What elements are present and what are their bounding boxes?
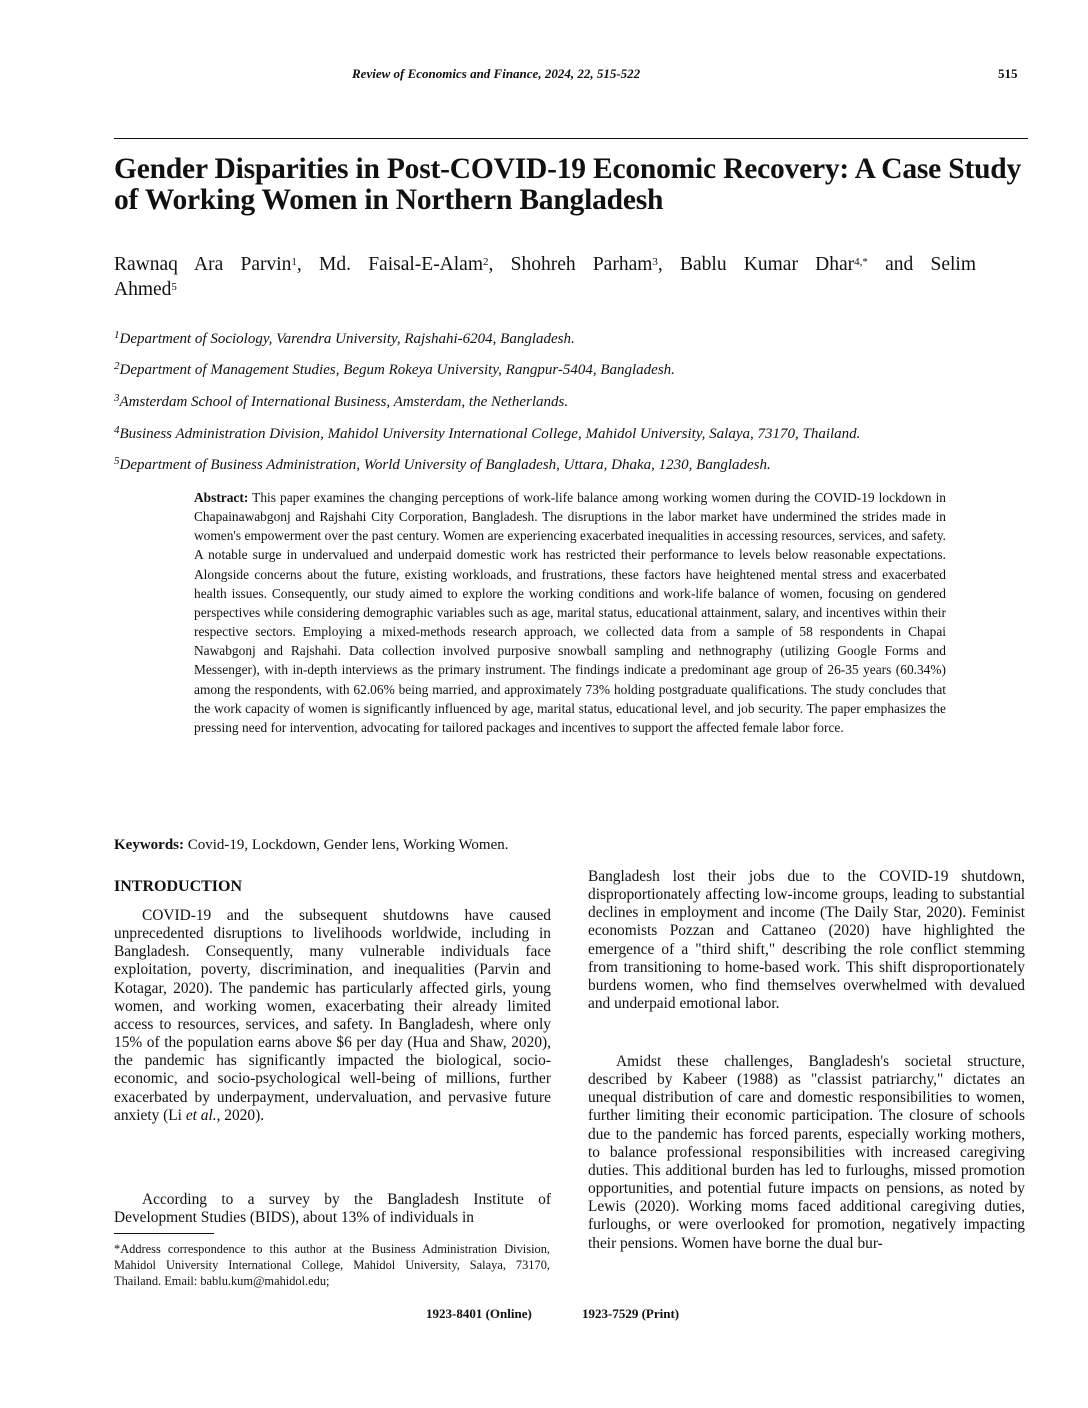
affiliation-1: $^1$Department of Sociology, Varendra University, Rajshahi-6204, Bangladesh.: [114, 329, 575, 347]
paper-title: Gender Disparities in Post-COVID-19 Economic Recovery: A Case Study of Working Women in Northern Bangladesh: [114, 153, 1022, 216]
affiliation-5: $^5$Department of Business Administration, World University of Bangladesh, Uttara, Dhaka, 1230, Bangladesh.: [114, 455, 771, 473]
intro-paragraph-right-1: Bangladesh lost their jobs due to the COVID-19 shutdown, disproportionately affecting low-income groups, leading to substantial declines in employment and income (The Daily Star, 2020). Feminist economists Pozzan and Cattaneo (2020) have highlighted the emergence of a "third shift," describing the role conflict stemming from transitioning to home-based work. This shift disproportionately burdens women, who find themselves overwhelmed with devalued and underpaid emotional labor.: [588, 868, 1025, 1013]
page-number: 515: [998, 66, 1018, 81]
keywords: [114, 837, 509, 854]
intro-paragraph-right-2: Amidst these challenges, Bangladesh's societal structure, described by Kabeer (1988) as "classist patriarchy," dictates an unequal distribution of care and domestic responsibilities to women, further limiting their economic participation. The closure of schools due to the pandemic has forced parents, especially working mothers, to balance professional responsibilities with increased caregiving duties. This additional burden has led to furloughs, missed promotion opportunities, and potential future impacts on pensions, as noted by Lewis (2020). Working moms faced additional caregiving duties, furloughs, or were overlooked for promotion, negatively impacting their pensions. Women have borne the dual bur-: [588, 1053, 1025, 1252]
intro-paragraph-1: COVID-19 and the subsequent shutdowns have caused unprecedented disruptions to livelihoods worldwide, including in Bangladesh. Consequently, many vulnerable individuals face exploitation, poverty, discrimination, and inequalities (Parvin and Kotagar, 2020). The pandemic has particularly affected girls, young women, and working women, exacerbating their already limited access to resources, services, and safety. In Bangladesh, where only 15% of the population earns above $6 per day (Hua and Shaw, 2020), the pandemic has significantly impacted the biological, socio-economic, and socio-psychological well-being of millions, further exacerbated by underpayment, undervaluation, and pervasive future anxiety (Li et al., 2020).: [114, 907, 551, 1124]
correspondence-footnote: *Address correspondence to this author at the Business Administration Division, Mahidol University International College, Mahidol University, Salaya, 73170, Thailand. Email: bablu.kum@mahidol.edu;: [114, 1242, 550, 1288]
affiliation-3: $^3$Amsterdam School of International Business, Amsterdam, the Netherlands.: [114, 392, 569, 410]
intro-paragraph-2: According to a survey by the Bangladesh Institute of Development Studies (BIDS), about 13% of individuals in: [114, 1191, 551, 1227]
abstract-text: This paper examines the changing perceptions of work-life balance among working women during the COVID-19 lockdown in Chapainawabgonj and Rajshahi City Corporation, Bangladesh. The disruptions in the labor market have undermined the strides made in women's empowerment over the past century. Women are experiencing exacerbated inequalities in accessing resources, services, and safety. A notable surge in undervalued and underpaid domestic work has restricted their performance to levels below reasonable expectations. Alongside concerns about the future, existing workloads, and frustrations, these factors have heightened mental stress and exacerbated health issues. Consequently, our study aimed to explore the working conditions and work-life balance of women, focusing on gendered perspectives while considering demographic variables such as age, marital status, educational attainment, salary, and incentives within their respective sectors. Employing a mixed-methods research approach, we collected data from a sample of 58 respondents in Chapai Nawabgonj and Rajshahi. Data collection involved purposive snowball sampling and nethnography (utilizing Google Forms and Messenger), with in-depth interviews as the primary instrument. The findings indicate a predominant age group of 26-35 years (60.34%) among the respondents, with 62.06% being married, and approximately 73% holding postgraduate qualifications. The study concludes that the work capacity of women is significantly influenced by age, marital status, educational level, and job security. The paper emphasizes the pressing need for intervention, advocating for tailored packages and incentives to support the affected female labor force.: [194, 490, 946, 735]
section-heading-introduction: INTRODUCTION: [114, 878, 243, 895]
author-list-continued: Ahmed$^5$: [114, 279, 177, 300]
abstract-label: Abstract:: [194, 490, 249, 505]
abstract: [194, 488, 946, 737]
affiliation-4: $^4$Business Administration Division, Mahidol University International College, Mahidol University, Salaya, 73170, Thailand.: [114, 424, 861, 442]
journal-citation: Review of Economics and Finance, 2024, 22, 515-522: [352, 66, 641, 81]
affiliation-2: $^2$Department of Management Studies, Begum Rokeya University, Rangpur-5404, Bangladesh.: [114, 360, 675, 378]
issn-print: 1923-7529 (Print): [582, 1306, 680, 1321]
keywords-text: Covid-19, Lockdown, Gender lens, Working Women.: [184, 837, 509, 853]
keywords-label: Keywords:: [114, 837, 184, 853]
issn-online: 1923-8401 (Online): [426, 1306, 532, 1321]
header-rule: [114, 138, 1028, 139]
author-list: Rawnaq Ara Parvin$^1$, Md. Faisal-E-Alam$^2$, Shohreh Parham$^3$, Bablu Kumar Dhar$^{4,*}$ and Selim: [114, 254, 977, 275]
footnote-rule: [114, 1233, 214, 1234]
